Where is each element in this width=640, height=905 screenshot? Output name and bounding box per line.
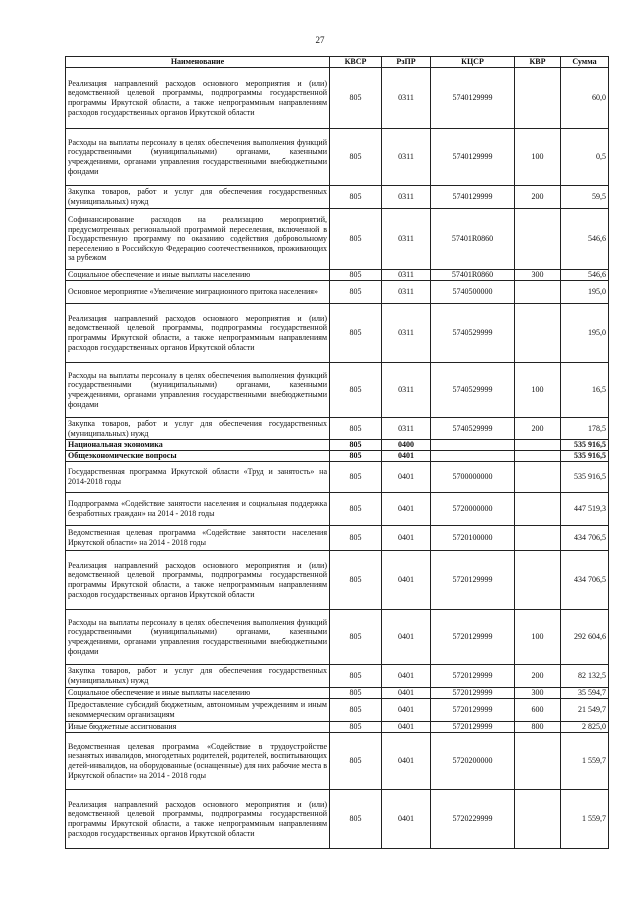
row-rzpr: 0401 (382, 451, 431, 462)
row-rzpr: 0311 (382, 68, 431, 129)
row-kvsr: 805 (330, 270, 382, 281)
table-row (66, 68, 609, 129)
row-kvr (515, 462, 561, 493)
row-rzpr: 0400 (382, 440, 431, 451)
row-kvr: 300 (515, 270, 561, 281)
row-kvsr: 805 (330, 186, 382, 209)
row-kcsr: 5740529999 (431, 363, 515, 418)
row-kcsr: 5740500000 (431, 281, 515, 304)
table-row (66, 281, 609, 304)
header-rzpr: РзПР (382, 57, 431, 68)
row-kvsr: 805 (330, 363, 382, 418)
row-kvr: 200 (515, 418, 561, 440)
row-kvr: 100 (515, 129, 561, 186)
row-kvr (515, 493, 561, 526)
table-body (66, 68, 609, 849)
row-sum: 35 594,7 (561, 688, 609, 699)
row-sum: 434 706,5 (561, 551, 609, 610)
row-kvr (515, 526, 561, 551)
table-row (66, 418, 609, 440)
table-row (66, 451, 609, 462)
table-row (66, 186, 609, 209)
row-rzpr: 0311 (382, 281, 431, 304)
row-sum: 0,5 (561, 129, 609, 186)
row-kvsr: 805 (330, 733, 382, 790)
row-kvr (515, 304, 561, 363)
row-sum: 535 916,5 (561, 440, 609, 451)
row-name: Социальное обеспечение и иные выплаты населению (66, 270, 330, 281)
table-row (66, 551, 609, 610)
header-name: Наименование (66, 57, 330, 68)
row-name: Закупка товаров, работ и услуг для обеспечения государственных (муниципальных) нужд (66, 665, 330, 688)
row-kvsr: 805 (330, 493, 382, 526)
row-rzpr: 0311 (382, 363, 431, 418)
row-rzpr: 0401 (382, 688, 431, 699)
row-kcsr (431, 451, 515, 462)
row-name: Софинансирование расходов на реализацию мероприятий, предусмотренных региональной программой переселения, включенной в Государственную программу по оказанию содействия добровольному переселению в Российскую Федерацию соотечественников, проживающих за рубежом (66, 209, 330, 270)
table-row (66, 129, 609, 186)
row-kvr: 100 (515, 610, 561, 665)
row-name: Реализация направлений расходов основного мероприятия и (или) ведомственной целевой программы, подпрограммы государственной программы Иркутской области, а также непрограммным направлениям расходов государственных органов Иркутской области (66, 790, 330, 849)
row-sum: 195,0 (561, 281, 609, 304)
table-header-row (66, 57, 609, 68)
budget-table (65, 56, 609, 849)
row-name: Общеэкономические вопросы (66, 451, 330, 462)
page-number: 27 (315, 35, 325, 45)
row-kcsr: 5720100000 (431, 526, 515, 551)
row-rzpr: 0401 (382, 610, 431, 665)
row-kvsr: 805 (330, 526, 382, 551)
row-kcsr: 5720129999 (431, 610, 515, 665)
row-kcsr: 5740129999 (431, 186, 515, 209)
row-name: Реализация направлений расходов основного мероприятия и (или) ведомственной целевой программы, подпрограммы государственной программы Иркутской области, а также непрограммным направлениям расходов государственных органов Иркутской области (66, 68, 330, 129)
table-row (66, 493, 609, 526)
row-name: Национальная экономика (66, 440, 330, 451)
row-name: Государственная программа Иркутской области «Труд и занятость» на 2014-2018 годы (66, 462, 330, 493)
table-row (66, 610, 609, 665)
table-row (66, 722, 609, 733)
row-sum: 178,5 (561, 418, 609, 440)
table-row (66, 209, 609, 270)
header-kvr: КВР (515, 57, 561, 68)
row-name: Закупка товаров, работ и услуг для обеспечения государственных (муниципальных) нужд (66, 186, 330, 209)
row-kvsr: 805 (330, 462, 382, 493)
row-name: Ведомственная целевая программа «Содействие в трудоустройстве незанятых инвалидов, многодетных родителей, родителей, воспитывающих детей-инвалидов, на оборудованные (оснащенные) для них рабочие места в Иркутской области» на 2014 - 2018 годы (66, 733, 330, 790)
row-kcsr: 57401R0860 (431, 209, 515, 270)
header-kcsr: КЦСР (431, 57, 515, 68)
row-sum: 82 132,5 (561, 665, 609, 688)
row-rzpr: 0401 (382, 733, 431, 790)
row-kvr (515, 551, 561, 610)
row-kvsr: 805 (330, 129, 382, 186)
row-name: Основное мероприятие «Увеличение миграционного притока населения» (66, 281, 330, 304)
row-rzpr: 0311 (382, 418, 431, 440)
row-kcsr: 5700000000 (431, 462, 515, 493)
row-sum: 59,5 (561, 186, 609, 209)
row-sum: 16,5 (561, 363, 609, 418)
row-kcsr: 5720129999 (431, 665, 515, 688)
row-kcsr: 5720129999 (431, 688, 515, 699)
row-kvsr: 805 (330, 699, 382, 722)
row-kvr (515, 68, 561, 129)
row-kcsr (431, 440, 515, 451)
row-sum: 21 549,7 (561, 699, 609, 722)
row-rzpr: 0401 (382, 790, 431, 849)
row-kvr: 600 (515, 699, 561, 722)
row-kvr: 800 (515, 722, 561, 733)
row-name: Расходы на выплаты персоналу в целях обеспечения выполнения функций государственными (муниципальными) органами, казенными учреждениями, органами управления государственными внебюджетными фондами (66, 129, 330, 186)
row-sum: 535 916,5 (561, 462, 609, 493)
row-sum: 546,6 (561, 209, 609, 270)
row-sum: 447 519,3 (561, 493, 609, 526)
row-name: Реализация направлений расходов основного мероприятия и (или) ведомственной целевой программы, подпрограммы государственной программы Иркутской области, а также непрограммным направлениям расходов государственных органов Иркутской области (66, 304, 330, 363)
row-rzpr: 0401 (382, 665, 431, 688)
header-sum: Сумма (561, 57, 609, 68)
row-kvr: 100 (515, 363, 561, 418)
row-sum: 535 916,5 (561, 451, 609, 462)
row-name: Подпрограмма «Содействие занятости населения и социальная поддержка безработных граждан» на 2014 - 2018 годы (66, 493, 330, 526)
row-kvsr: 805 (330, 440, 382, 451)
row-sum: 546,6 (561, 270, 609, 281)
row-sum: 2 825,0 (561, 722, 609, 733)
row-rzpr: 0401 (382, 526, 431, 551)
table-row (66, 699, 609, 722)
row-kvsr: 805 (330, 281, 382, 304)
row-rzpr: 0311 (382, 209, 431, 270)
row-kcsr: 5720129999 (431, 722, 515, 733)
row-kcsr: 5740129999 (431, 129, 515, 186)
row-kvr (515, 281, 561, 304)
row-kcsr: 5720229999 (431, 790, 515, 849)
row-rzpr: 0401 (382, 462, 431, 493)
row-kcsr: 5720200000 (431, 733, 515, 790)
row-kvr (515, 209, 561, 270)
row-kvsr: 805 (330, 551, 382, 610)
table-row (66, 688, 609, 699)
table-row (66, 526, 609, 551)
row-kcsr: 5720129999 (431, 699, 515, 722)
row-kcsr: 5740529999 (431, 304, 515, 363)
row-kvsr: 805 (330, 451, 382, 462)
row-kcsr: 5740129999 (431, 68, 515, 129)
row-kvsr: 805 (330, 304, 382, 363)
row-kvr: 300 (515, 688, 561, 699)
row-sum: 434 706,5 (561, 526, 609, 551)
table-row (66, 363, 609, 418)
table-row (66, 270, 609, 281)
table-row (66, 440, 609, 451)
row-rzpr: 0401 (382, 699, 431, 722)
row-kvsr: 805 (330, 610, 382, 665)
row-kcsr: 5720000000 (431, 493, 515, 526)
row-rzpr: 0401 (382, 722, 431, 733)
row-kvr (515, 451, 561, 462)
row-name: Расходы на выплаты персоналу в целях обеспечения выполнения функций государственными (муниципальными) органами, казенными учреждениями, органами управления государственными внебюджетными фондами (66, 363, 330, 418)
row-kvsr: 805 (330, 722, 382, 733)
table-row (66, 462, 609, 493)
row-name: Социальное обеспечение и иные выплаты населению (66, 688, 330, 699)
row-sum: 292 604,6 (561, 610, 609, 665)
row-name: Предоставление субсидий бюджетным, автономным учреждениям и иным некоммерческим организациям (66, 699, 330, 722)
row-kvsr: 805 (330, 790, 382, 849)
table-row (66, 790, 609, 849)
row-kvsr: 805 (330, 209, 382, 270)
row-rzpr: 0311 (382, 129, 431, 186)
row-rzpr: 0311 (382, 270, 431, 281)
row-kvr (515, 733, 561, 790)
row-sum: 1 559,7 (561, 733, 609, 790)
row-sum: 195,0 (561, 304, 609, 363)
row-rzpr: 0311 (382, 186, 431, 209)
row-name: Ведомственная целевая программа «Содействие занятости населения Иркутской области» на 2014 - 2018 годы (66, 526, 330, 551)
row-name: Закупка товаров, работ и услуг для обеспечения государственных (муниципальных) нужд (66, 418, 330, 440)
row-kcsr: 57401R0860 (431, 270, 515, 281)
row-name: Иные бюджетные ассигнования (66, 722, 330, 733)
row-kvr (515, 440, 561, 451)
table-row (66, 733, 609, 790)
row-kcsr: 5740529999 (431, 418, 515, 440)
row-rzpr: 0311 (382, 304, 431, 363)
table-row (66, 304, 609, 363)
row-sum: 1 559,7 (561, 790, 609, 849)
row-kvsr: 805 (330, 418, 382, 440)
row-name: Расходы на выплаты персоналу в целях обеспечения выполнения функций государственными (муниципальными) органами, казенными учреждениями, органами управления государственными внебюджетными фондами (66, 610, 330, 665)
row-kvr: 200 (515, 186, 561, 209)
row-name: Реализация направлений расходов основного мероприятия и (или) ведомственной целевой программы, подпрограммы государственной программы Иркутской области, а также непрограммным направлениям расходов государственных органов Иркутской области (66, 551, 330, 610)
row-kvr (515, 790, 561, 849)
row-kcsr: 5720129999 (431, 551, 515, 610)
row-rzpr: 0401 (382, 493, 431, 526)
row-rzpr: 0401 (382, 551, 431, 610)
row-sum: 60,0 (561, 68, 609, 129)
row-kvsr: 805 (330, 688, 382, 699)
header-kvsr: КВСР (330, 57, 382, 68)
table-row (66, 665, 609, 688)
row-kvsr: 805 (330, 68, 382, 129)
row-kvsr: 805 (330, 665, 382, 688)
row-kvr: 200 (515, 665, 561, 688)
